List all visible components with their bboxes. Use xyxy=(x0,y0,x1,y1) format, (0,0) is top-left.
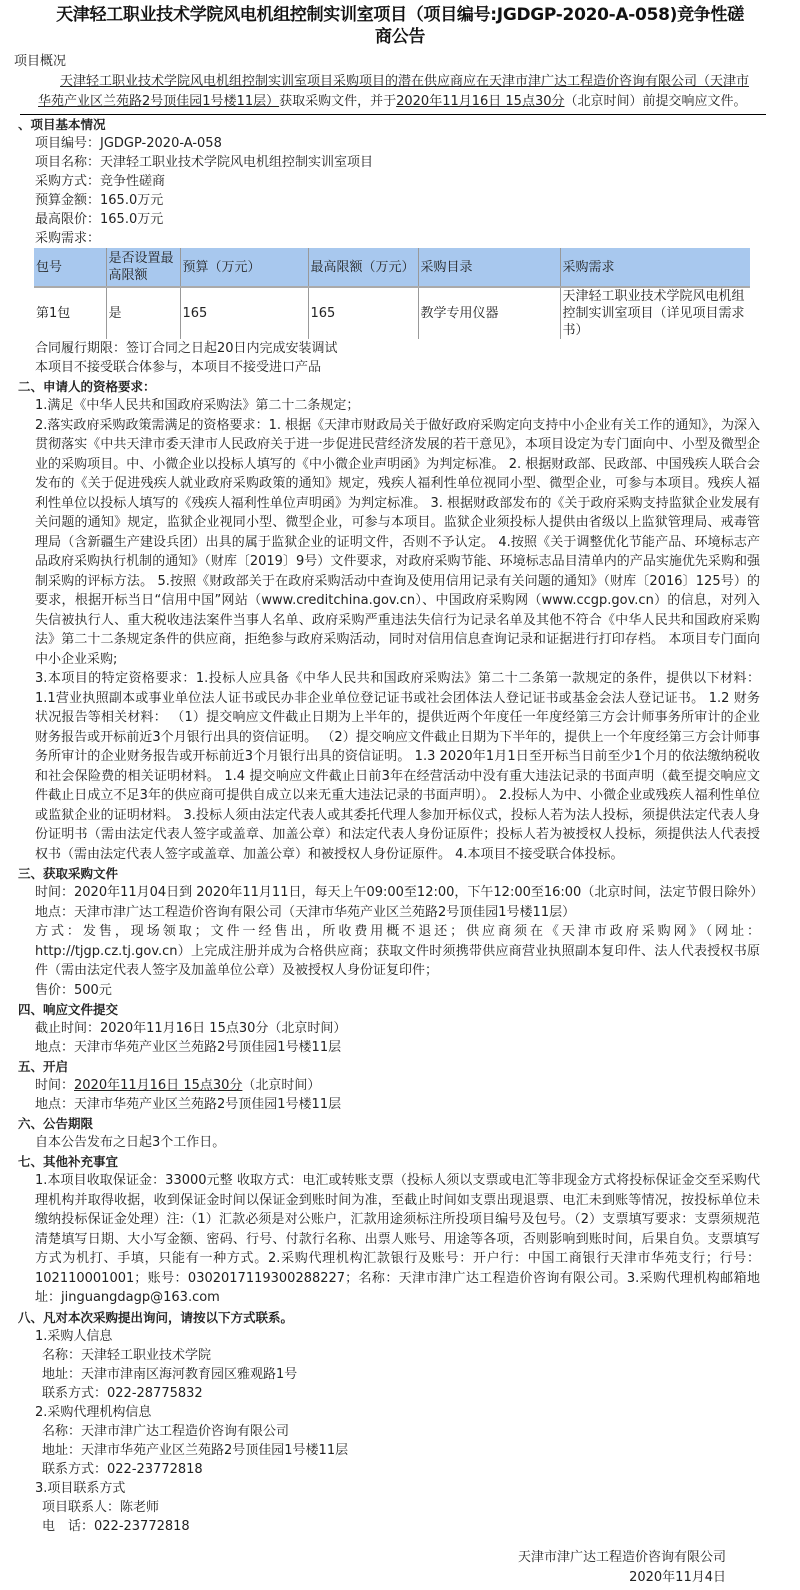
requirement-label: 采购需求： xyxy=(35,231,101,246)
cell-requirement: 天津轻工职业技术学院风电机组控制实训室项目（详见项目需求书） xyxy=(560,287,750,339)
consortium-note: 本项目不接受联合体参与，本项目不接受进口产品 xyxy=(35,360,322,375)
agency-title: 2.采购代理机构信息 xyxy=(35,1404,152,1420)
header-package: 包号 xyxy=(34,248,106,287)
field-label: 项目编号： xyxy=(35,136,101,151)
header-max-limit-set: 是否设置最高限额 xyxy=(106,248,180,287)
signature-org: 天津市津广达工程造价咨询有限公司 xyxy=(517,1549,726,1565)
page-title xyxy=(0,0,800,48)
obtain-price: 售价：500元 xyxy=(35,982,112,998)
header-requirement: 采购需求 xyxy=(560,248,750,287)
title-line-2: 商公告 xyxy=(374,27,426,47)
project-contact-person: 项目联系人：陈老师 xyxy=(42,1499,160,1515)
cell-catalog: 教学专用仪器 xyxy=(418,287,560,339)
section-4-heading: 四、响应文件提交 xyxy=(18,1002,119,1017)
title-line-1: 天津轻工职业技术学院风电机组控制实训室项目（项目编号:JGDGP-2020-A-058)竞争性磋 xyxy=(56,5,744,25)
requirements-table xyxy=(34,248,750,339)
qualification-2: 2.落实政府采购政策需满足的资格要求：1. 根据《天津市财政局关于做好政府采购定向支持中小企业有关工作的通知》，为深入贯彻落实《中共天津市委天津市人民政府关于进一步促进民营经济发展的若干意见》，本项目设定为专门面向中、小型及微型企业的采购项目。中、小微企业以投标人填写的《中小微企业声明函》为判定标准。 2. 根据财政部、民政部、中国残疾人联合会发布的《关于促进残疾人就业政府采购政策的通知》规定，残疾人福利性单位视同小型、微型企业，可参与本项目。残疾人福利性单位以投标人填写的《残疾人福利性单位声明函》为判定标准。 3. 根据财政部发布的《关于政府采购支持监狱企业发展有关问题的通知》规定，监狱企业视同小型、微型企业，可参与本项目。监狱企业须投标人提供由省级以上监狱管理局、戒毒管理局（含新疆生产建设兵团）出具的属于监狱企业的证明文件，否则不予认定。 4.按照《关于调整优化节能产品、环境标志产品政府采购执行机制的通知》（财库〔2019〕9号）文件要求，对政府采购节能、环境标志品目清单内的产品实施优先采购和强制采购的评标方法。 5.按照《财政部关于在政府采购活动中查询及使用信用记录有关问题的通知》（财库〔2016〕125号）的要求，根据开标当日“信用中国”网站（www.creditchina.gov.cn）、中国政府采购网（www.ccgp.gov.cn）的信息，对列入失信被执行人、重大税收违法案件当事人名单、政府采购严重违法失信行为记录名单及其他不符合《中华人民共和国政府采购法》第二十二条规定条件的供应商，拒绝参与政府采购活动，同时对信用信息查询记录和证据进行打印存档。 本项目专门面向中小企业采购; xyxy=(35,417,760,667)
field-value: 165.0万元 xyxy=(100,212,164,227)
qualification-3: 3.本项目的特定资格要求：1.投标人应具备《中华人民共和国政府采购法》第二十二条第一款规定的条件，提供以下材料： 1.1营业执照副本或事业单位法人证书或民办非企业单位登记证书或社会团体法人登记证书或基金会法人登记证书。 1.2 财务状况报告等相关材料： （1）提交响应文件截止日期为上半年的，提供近两个年度任一年度经第三方会计师事务所审计的企业财务报告或开标前近3个月银行出具的资信证明。 （2）提交响应文件截止日期为下半年的，提供上一个年度经第三方会计师事务所审计的企业财务报告或开标前近3个月银行出具的资信证明。 1.3 2020年1月1日至开标当日前至少1个月的依法缴纳税收和社会保险费的相关证明材料。 1.4 提交响应文件截止日前3年在经营活动中没有重大违法记录的书面声明（截至提交响应文件截止日成立不足3年的供应商可提供自成立以来无重大违法记录的书面声明）。 2.投标人为中、小微企业或残疾人福利性单位或监狱企业的证明材料。 3.投标人须由法定代表人或其委托代理人参加开标仪式，投标人若为法人投标，须提供法定代表人身份证明书（需由法定代表人签字或盖章、加盖公章）和法定代表人身份证原件；投标人若为被授权人投标，须提供法人代表授权书（需由法定代表人签字或盖章、加盖公章）和被授权人身份证原件。 4.本项目不接受联合体投标。 xyxy=(35,671,760,862)
section-2-heading: 二、申请人的资格要求： xyxy=(18,379,156,394)
section-5-heading: 五、开启 xyxy=(18,1059,69,1074)
purchaser-contact: 联系方式：022-28775832 xyxy=(42,1385,203,1401)
cell-max-limit: 165 xyxy=(308,287,418,339)
project-contact-title: 3.项目联系方式 xyxy=(35,1480,126,1496)
opening-time-link[interactable]: 2020年11月16日 15点30分 xyxy=(74,1078,243,1093)
field-max-price xyxy=(35,210,760,229)
opening-time xyxy=(35,1076,760,1095)
field-project-name xyxy=(35,153,760,172)
field-label: 预算金额： xyxy=(35,193,101,208)
section-8-heading: 八、凡对本次采购提出询问，请按以下方式联系。 xyxy=(18,1309,294,1325)
cell-max-limit-set: 是 xyxy=(106,287,180,339)
submit-place: 地点：天津市华苑产业区兰苑路2号顶佳园1号楼11层 xyxy=(35,1040,342,1055)
other-matters: 1.本项目收取保证金：33000元整 收取方式：电汇或转账支票（投标人须以支票或电汇等非现金方式将投标保证金交至采购代理机构并取得收据，收到保证金时间以保证金到账时间为准，至截止时间如支票出现退票、电汇未到账等情况，按投标单位未缴纳投标保证金处理）注:（1）汇款必须是对公账户，汇款用途须标注所投项目编号及包号。（2）支票填写要求：支票须规范清楚填写日期、大小写金额、密码、行号、付款行名称、出票人账号、用途等各项，否则影响到账时间，后果自负。支票填写方式为机打、手填，只能有一种方式。2.采购代理机构汇款银行及账号：开户行：中国工商银行天津市华苑支行；行号：102110001001；账号：0302017119300288227；名称：天津市津广达工程造价咨询有限公司。3.采购代理机构邮箱地址：jinguangdagp@163.com xyxy=(35,1173,760,1305)
opening-time-suffix: （北京时间） xyxy=(242,1078,321,1093)
opening-time-label: 时间： xyxy=(35,1078,75,1093)
agency-link[interactable]: 天津轻工职业技术学院风电机组控制实训室项目采购项目的潜在供应商应在天津市津广达工程造价咨询有限公司（天津市华苑产业区兰苑路2号顶佳园1号楼11层） xyxy=(38,74,750,109)
cell-budget: 165 xyxy=(180,287,308,339)
obtain-place: 地点：天津市津广达工程造价咨询有限公司（天津市华苑产业区兰苑路2号顶佳园1号楼11层） xyxy=(35,904,576,920)
purchaser-title: 1.采购人信息 xyxy=(35,1328,113,1344)
deadline-link[interactable]: 2020年11月16日 15点30分 xyxy=(396,94,565,109)
contract-term: 合同履行期限：签订合同之日起20日内完成安装调试 xyxy=(35,341,338,356)
field-project-number xyxy=(35,134,760,153)
agency-name: 名称：天津市津广达工程造价咨询有限公司 xyxy=(42,1423,290,1439)
announcement-period: 自本公告发布之日起3个工作日。 xyxy=(35,1135,226,1150)
signature-date: 2020年11月4日 xyxy=(629,1569,726,1585)
purchaser-name: 名称：天津轻工职业技术学院 xyxy=(42,1347,212,1363)
section-7-heading: 七、其他补充事宜 xyxy=(18,1154,119,1169)
header-max-limit: 最高限额（万元） xyxy=(308,248,418,287)
field-value: 天津轻工职业技术学院风电机组控制实训室项目 xyxy=(100,155,374,170)
cell-package: 第1包 xyxy=(34,287,106,339)
field-value: 竞争性磋商 xyxy=(100,174,166,189)
agency-contact: 联系方式：022-23772818 xyxy=(42,1461,203,1477)
field-label: 最高限价： xyxy=(35,212,101,227)
field-value: JGDGP-2020-A-058 xyxy=(100,136,222,151)
qualification-1: 1.满足《中华人民共和国政府采购法》第二十二条规定； xyxy=(35,398,360,413)
table-header-row xyxy=(34,248,750,287)
header-budget: 预算（万元） xyxy=(180,248,308,287)
obtain-method: 方式：发售，现场领取；文件一经售出，所收费用概不退还；供应商须在《天津市政府采购网》（网址：http://tjgp.cz.tj.gov.cn）上完成注册并成为合格供应商；获取文件时须携带供应商营业执照副本复印件、法人代表授权书原件（需由法定代表人签字及加盖单位公章）及被授权人身份证复印件； xyxy=(35,924,760,978)
field-label: 采购方式： xyxy=(35,174,101,189)
overview-suffix: （北京时间）前提交响应文件。 xyxy=(564,94,747,109)
section-1-heading: 、项目基本情况 xyxy=(18,117,106,132)
overview-mid: 获取采购文件，并于 xyxy=(279,94,397,109)
header-catalog: 采购目录 xyxy=(418,248,560,287)
field-budget xyxy=(35,191,760,210)
section-6-heading: 六、公告期限 xyxy=(18,1116,94,1131)
project-contact-phone: 电 话：022-23772818 xyxy=(42,1518,190,1534)
overview-text xyxy=(38,72,760,112)
obtain-time: 时间：2020年11月04日到 2020年11月11日，每天上午09:00至12:00，下午12:00至16:00（北京时间，法定节假日除外） xyxy=(35,885,764,900)
field-procurement-method xyxy=(35,172,760,191)
agency-address: 地址：天津市华苑产业区兰苑路2号顶佳园1号楼11层 xyxy=(42,1442,349,1458)
field-label: 项目名称： xyxy=(35,155,101,170)
section-3-heading: 三、获取采购文件 xyxy=(18,866,119,881)
opening-place: 地点：天津市华苑产业区兰苑路2号顶佳园1号楼11层 xyxy=(35,1097,342,1112)
field-value: 165.0万元 xyxy=(100,193,164,208)
purchaser-address: 地址：天津市津南区海河教育园区雅观路1号 xyxy=(42,1366,298,1382)
submit-deadline: 截止时间：2020年11月16日 15点30分（北京时间） xyxy=(35,1021,347,1036)
table-row xyxy=(34,287,750,339)
overview-label: 项目概况 xyxy=(14,54,67,69)
